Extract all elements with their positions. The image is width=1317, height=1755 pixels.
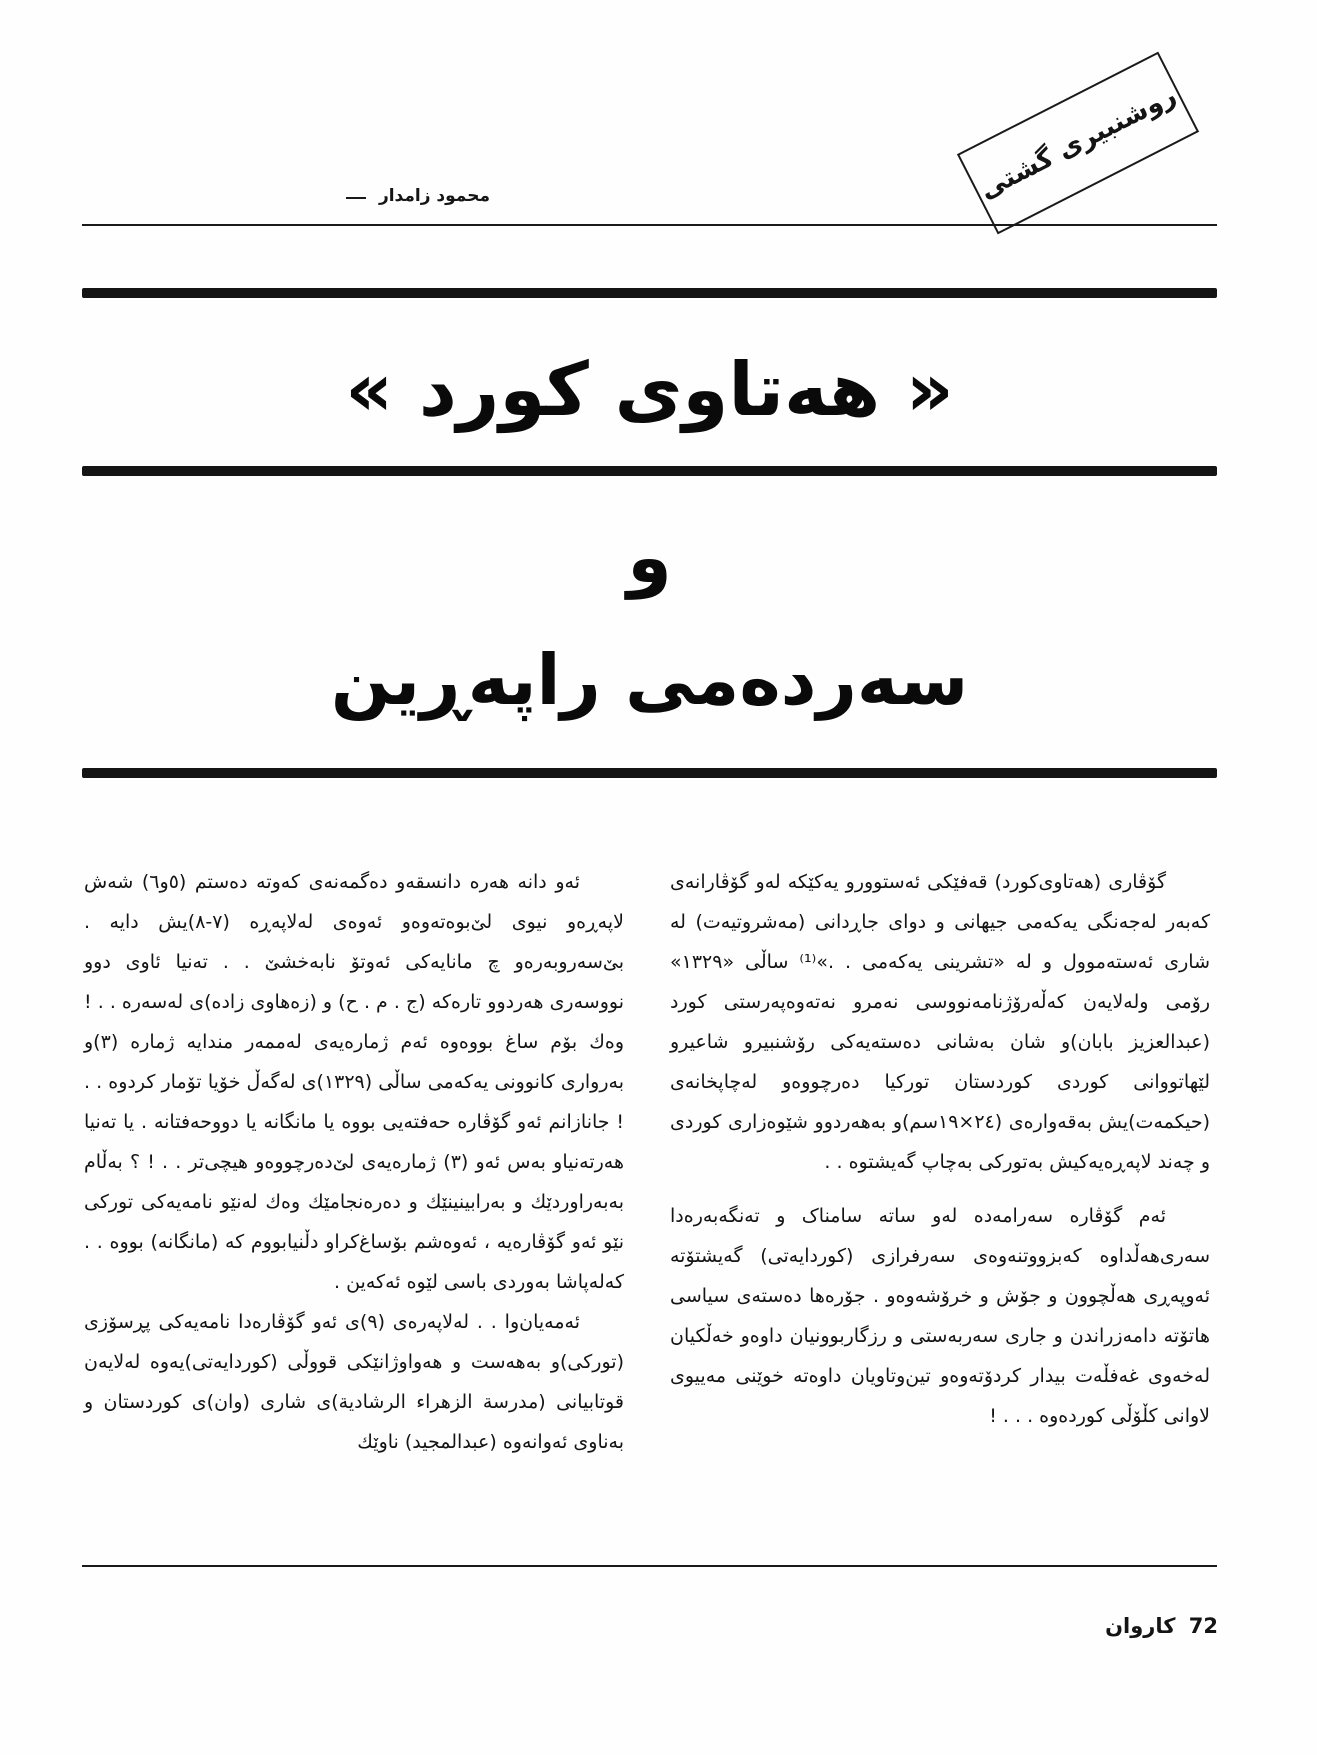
column-right	[670, 862, 1210, 1436]
magazine-name: کاروان	[1105, 1614, 1176, 1638]
title-rule-top	[82, 288, 1217, 298]
title-rule-bottom	[82, 768, 1217, 778]
title-conjunction: و	[627, 515, 672, 599]
page-footer	[1090, 1614, 1218, 1638]
footer-divider	[82, 1565, 1217, 1567]
column-left	[84, 862, 624, 1462]
title-rule-middle	[82, 466, 1217, 476]
header-divider	[82, 224, 1217, 226]
title-line-1: « هەتاوی کورد »	[345, 347, 954, 433]
page-number: 72	[1188, 1614, 1218, 1638]
paragraph: ئەمەیان‌وا . . لەلاپەرەی (٩)ی ئەو گۆڤارەدا نامەیەکی پڕسۆزی (تورکی)و بەهەست و هەواوژانێکی قووڵی (کوردایەتی)یەوە لەلایەن قوتابیانی (مدرسة الزهراء الرشادیة)ی شاری (وان)ی کوردستان و بەناوی ئەوانەوە (عبدالمجید) ناوێك	[84, 1311, 624, 1453]
section-label: روشنبیری گشتی	[974, 80, 1182, 206]
author-name: محمود زامدار	[378, 186, 490, 206]
paragraph: ئەم گۆڤارە سەرامەدە لەو ساتە سامناک و تەنگەبەرەدا سەری‌هەڵداوە کەبزووتنەوەی سەرفرازی (کوردایەتی) گەیشتۆتە ئەوپەڕی هەڵچوون و جۆش و خرۆشەوەو . جۆرەها دەستەی سیاسی هاتۆتە دامەزراندن و جاری سەربەستی و رزگاربوونیان داوەو خەڵکیان لەخەوی غەفڵەت بیدار کردۆتەوەو تین‌وتاویان داوەتە خوێنی مەییوی لاوانی کڵۆڵی کوردەوە . . . !	[670, 1205, 1210, 1427]
title-line-2: سەردەمی راپەڕین	[330, 639, 969, 721]
paragraph: ئەو دانە هەرە دانسقەو دەگمەنەی کەوتە دەستم (٥و٦) شەش لاپەڕەو نیوی لێ‌بوەتەوەو ئەوەی لەلاپەڕە (٧-٨)یش دایە . بێ‌سەروبەرەو چ مانایەکی ئەوتۆ نابەخشێ . . تەنیا ئاوی دوو نووسەری هەردوو تارەکە (ج . م . ح) و (زەهاوی زادە)ی لەسەرە . . ! وەك بۆم ساغ بووەوە ئەم ژمارەیەی لەممەر مندایە ژمارە (٣)و بەرواری کانوونی یەکەمی ساڵی (١٣٢٩)ی لەگەڵ خۆیا تۆمار کردوە . . ! جانازانم ئەو گۆڤارە حەفتەیی بووە یا مانگانە یا دووحەفتانە . یا تەنیا هەرتەنیاو بەس ئەو (٣) ژمارەیەی لێ‌دەرچووەو هیچی‌تر . . ! ؟ بەڵام بەبەراوردێك و بەرابینینێك و دەرەنجامێك وەك لەنێو نامەیەکی تورکی نێو ئەو گۆڤارەیە ، ئەوەشم بۆساغ‌کراو دڵنیابووم کە (مانگانە) بووە . . کەلەپاشا بەوردی باسی لێوە ئەکەین .	[84, 871, 624, 1293]
section-label-box	[957, 52, 1199, 235]
paragraph: گۆڤاری (هەتاوی‌کورد) قەفێکی ئەستوورو یەکێکە لەو گۆڤارانەی کەبەر لەجەنگی یەکەمی جیهانی و دوای جاڕدانی (مەشروتیەت) لە شاری ئەستەموول و لە «تشرینی یەکەمی . .»⁽¹⁾ ساڵی «١٣٢٩» رۆمی ولەلایەن کەڵەرۆژنامەنووسی نەمرو نەتەوەپەرستی کورد (عبدالعزیز بابان)و شان بەشانی دەستەیەکی رۆشنبیرو شاعیرو لێهاتووانی کوردی کوردستان تورکیا دەرچووەو لەچاپخانەی (حیکمەت)یش بەقەوارەی (٢٤×١٩سم)و بەهەردوو شێوەزاری کوردی و چەند لاپەڕەیەکیش بەتورکی بەچاپ گەیشتوە . .	[670, 871, 1210, 1173]
